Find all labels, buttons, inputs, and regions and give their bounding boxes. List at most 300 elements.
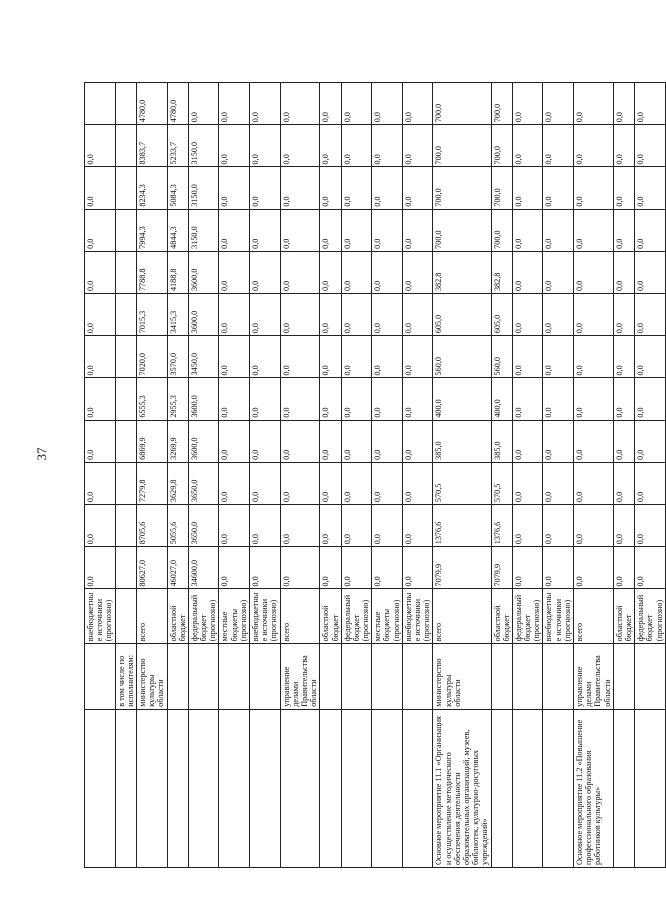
- value-cell: 0,0: [402, 547, 433, 589]
- source-cell: федеральный бюджет (прогнозно): [341, 589, 372, 644]
- value-cell: 5055,6: [167, 505, 188, 547]
- source-cell: всего: [433, 589, 491, 644]
- value-cell: 0,0: [543, 420, 574, 462]
- value-cell: 0,0: [372, 505, 403, 547]
- value-cell: 0,0: [219, 462, 250, 504]
- value-cell: 7079,9: [433, 547, 491, 589]
- value-cell: 0,0: [320, 251, 341, 293]
- value-cell: 0,0: [341, 420, 372, 462]
- value-cell: 0,0: [320, 294, 341, 336]
- value-cell: 0,0: [635, 251, 666, 293]
- value-cell: 0,0: [85, 378, 116, 420]
- value-cell: 700,0: [491, 167, 512, 209]
- value-cell: 0,0: [219, 167, 250, 209]
- value-cell: 0,0: [85, 125, 116, 167]
- value-cell: 34600,0: [188, 547, 219, 589]
- value-cell: 0,0: [574, 209, 614, 251]
- value-cell: 8383,7: [136, 125, 167, 167]
- table-row: [543, 83, 574, 868]
- measure-cell: [512, 709, 543, 867]
- value-cell: 400,0: [491, 378, 512, 420]
- value-cell: 0,0: [280, 125, 320, 167]
- table-row: [402, 83, 433, 868]
- value-cell: [115, 547, 136, 589]
- value-cell: 3650,0: [188, 505, 219, 547]
- value-cell: 0,0: [543, 209, 574, 251]
- value-cell: 0,0: [543, 251, 574, 293]
- value-cell: 700,0: [433, 83, 491, 125]
- value-cell: 400,0: [433, 378, 491, 420]
- value-cell: 0,0: [635, 378, 666, 420]
- value-cell: 0,0: [250, 505, 281, 547]
- value-cell: 4188,8: [167, 251, 188, 293]
- value-cell: 0,0: [219, 336, 250, 378]
- table-body: [85, 83, 666, 868]
- value-cell: 3450,0: [188, 336, 219, 378]
- value-cell: 0,0: [320, 83, 341, 125]
- value-cell: 0,0: [280, 294, 320, 336]
- value-cell: 0,0: [512, 547, 543, 589]
- value-cell: 0,0: [635, 462, 666, 504]
- value-cell: 0,0: [543, 505, 574, 547]
- value-cell: 0,0: [613, 83, 634, 125]
- value-cell: 0,0: [85, 209, 116, 251]
- table-row: [136, 83, 167, 868]
- value-cell: 0,0: [613, 125, 634, 167]
- measure-cell: [341, 709, 372, 867]
- value-cell: 3600,0: [188, 420, 219, 462]
- value-cell: 0,0: [250, 420, 281, 462]
- value-cell: 0,0: [320, 209, 341, 251]
- source-cell: внебюджетные источники (прогнозно): [402, 589, 433, 644]
- value-cell: 0,0: [613, 251, 634, 293]
- value-cell: 7279,8: [136, 462, 167, 504]
- value-cell: 0,0: [188, 83, 219, 125]
- value-cell: 0,0: [320, 167, 341, 209]
- value-cell: 0,0: [574, 547, 614, 589]
- value-cell: 382,8: [491, 251, 512, 293]
- executor-cell: [167, 644, 188, 709]
- value-cell: 0,0: [250, 378, 281, 420]
- source-cell: внебюджетные источники (прогнозно): [250, 589, 281, 644]
- source-cell: областной бюджет: [320, 589, 341, 644]
- value-cell: 0,0: [280, 83, 320, 125]
- source-cell: федеральный бюджет (прогнозно): [512, 589, 543, 644]
- value-cell: 0,0: [219, 505, 250, 547]
- value-cell: 3600,0: [188, 378, 219, 420]
- value-cell: 0,0: [372, 420, 403, 462]
- value-cell: 0,0: [372, 462, 403, 504]
- value-cell: 7015,3: [136, 294, 167, 336]
- value-cell: [115, 167, 136, 209]
- value-cell: 570,5: [433, 462, 491, 504]
- table-row: [219, 83, 250, 868]
- value-cell: 3150,0: [188, 167, 219, 209]
- value-cell: 0,0: [85, 167, 116, 209]
- value-cell: 0,0: [574, 378, 614, 420]
- value-cell: 7788,8: [136, 251, 167, 293]
- measure-cell: Основное мероприятие 11.1 «Организация и осуществление методического обеспечения деятельности образовательных организаций, музеев, библиотек, культурно-досуговых учреждений»: [433, 709, 491, 867]
- executor-cell: [402, 644, 433, 709]
- value-cell: 0,0: [280, 420, 320, 462]
- value-cell: 0,0: [543, 125, 574, 167]
- value-cell: 0,0: [280, 251, 320, 293]
- value-cell: 0,0: [402, 420, 433, 462]
- table-row: [491, 83, 512, 868]
- value-cell: 0,0: [402, 209, 433, 251]
- value-cell: 0,0: [280, 378, 320, 420]
- value-cell: 0,0: [341, 251, 372, 293]
- value-cell: 605,0: [491, 294, 512, 336]
- value-cell: [115, 378, 136, 420]
- executor-cell: [219, 644, 250, 709]
- table-row: [115, 83, 136, 868]
- value-cell: 5233,7: [167, 125, 188, 167]
- value-cell: 0,0: [635, 294, 666, 336]
- value-cell: 0,0: [543, 83, 574, 125]
- value-cell: 0,0: [219, 294, 250, 336]
- value-cell: 0,0: [635, 167, 666, 209]
- value-cell: 7994,3: [136, 209, 167, 251]
- value-cell: 0,0: [372, 209, 403, 251]
- value-cell: 0,0: [219, 547, 250, 589]
- table-row: [341, 83, 372, 868]
- value-cell: 0,0: [574, 505, 614, 547]
- source-cell: федеральный бюджет (прогнозно): [188, 589, 219, 644]
- value-cell: 0,0: [512, 167, 543, 209]
- rotated-table-wrapper: [84, 82, 664, 868]
- measure-cell: [188, 709, 219, 867]
- value-cell: 560,0: [433, 336, 491, 378]
- value-cell: 700,0: [433, 167, 491, 209]
- value-cell: 0,0: [402, 294, 433, 336]
- table-row: [433, 83, 491, 868]
- value-cell: 700,0: [433, 209, 491, 251]
- source-cell: [115, 589, 136, 644]
- value-cell: 0,0: [613, 336, 634, 378]
- measure-cell: [115, 709, 136, 867]
- value-cell: 8234,3: [136, 167, 167, 209]
- value-cell: 0,0: [635, 83, 666, 125]
- table-row: [372, 83, 403, 868]
- value-cell: 0,0: [250, 209, 281, 251]
- value-cell: 8705,6: [136, 505, 167, 547]
- value-cell: 0,0: [219, 125, 250, 167]
- value-cell: 0,0: [574, 336, 614, 378]
- value-cell: [85, 83, 116, 125]
- value-cell: 0,0: [250, 336, 281, 378]
- budget-table: [84, 82, 666, 868]
- value-cell: 0,0: [512, 251, 543, 293]
- value-cell: 0,0: [280, 167, 320, 209]
- source-cell: всего: [574, 589, 614, 644]
- executor-cell: [250, 644, 281, 709]
- value-cell: 0,0: [574, 125, 614, 167]
- value-cell: 0,0: [250, 251, 281, 293]
- value-cell: 0,0: [372, 251, 403, 293]
- value-cell: 7079,9: [491, 547, 512, 589]
- value-cell: 0,0: [341, 167, 372, 209]
- value-cell: 0,0: [574, 462, 614, 504]
- value-cell: 0,0: [280, 505, 320, 547]
- value-cell: 3570,0: [167, 336, 188, 378]
- measure-cell: [543, 709, 574, 867]
- value-cell: 0,0: [280, 209, 320, 251]
- table-row: [320, 83, 341, 868]
- value-cell: 0,0: [635, 209, 666, 251]
- value-cell: 0,0: [543, 378, 574, 420]
- value-cell: 0,0: [402, 378, 433, 420]
- value-cell: 0,0: [280, 547, 320, 589]
- value-cell: 0,0: [341, 378, 372, 420]
- value-cell: 0,0: [512, 83, 543, 125]
- executor-cell: министерство культуры области: [136, 644, 167, 709]
- value-cell: 3150,0: [188, 125, 219, 167]
- value-cell: 560,0: [491, 336, 512, 378]
- source-cell: местные бюджеты (прогнозно): [372, 589, 403, 644]
- value-cell: 0,0: [85, 462, 116, 504]
- value-cell: 0,0: [372, 167, 403, 209]
- value-cell: 0,0: [613, 462, 634, 504]
- value-cell: 0,0: [512, 378, 543, 420]
- value-cell: 0,0: [613, 505, 634, 547]
- measure-cell: [320, 709, 341, 867]
- value-cell: 4844,3: [167, 209, 188, 251]
- value-cell: 0,0: [280, 336, 320, 378]
- source-cell: всего: [280, 589, 320, 644]
- value-cell: 0,0: [635, 505, 666, 547]
- value-cell: [115, 251, 136, 293]
- value-cell: 0,0: [613, 294, 634, 336]
- executor-cell: управление делами Правительства области: [574, 644, 614, 709]
- value-cell: 0,0: [85, 547, 116, 589]
- measure-cell: [85, 709, 116, 867]
- table-row: [85, 83, 116, 868]
- value-cell: 3650,0: [188, 462, 219, 504]
- source-cell: областной бюджет: [613, 589, 634, 644]
- value-cell: 0,0: [613, 378, 634, 420]
- value-cell: 0,0: [402, 167, 433, 209]
- source-cell: федеральный бюджет (прогнозно): [635, 589, 666, 644]
- value-cell: [115, 336, 136, 378]
- value-cell: 0,0: [280, 462, 320, 504]
- value-cell: 0,0: [402, 83, 433, 125]
- value-cell: 0,0: [85, 294, 116, 336]
- value-cell: 0,0: [250, 462, 281, 504]
- executor-cell: [85, 644, 116, 709]
- value-cell: 0,0: [402, 462, 433, 504]
- value-cell: 0,0: [320, 378, 341, 420]
- executor-cell: [320, 644, 341, 709]
- value-cell: 0,0: [543, 462, 574, 504]
- source-cell: всего: [136, 589, 167, 644]
- value-cell: 0,0: [635, 336, 666, 378]
- value-cell: 1376,6: [433, 505, 491, 547]
- value-cell: 0,0: [320, 462, 341, 504]
- value-cell: 0,0: [372, 125, 403, 167]
- value-cell: 385,0: [433, 420, 491, 462]
- source-cell: внебюджетные источники (прогнозно): [85, 589, 116, 644]
- measure-cell: [136, 709, 167, 867]
- measure-cell: [250, 709, 281, 867]
- value-cell: 4780,0: [167, 83, 188, 125]
- value-cell: 0,0: [85, 336, 116, 378]
- value-cell: 605,0: [433, 294, 491, 336]
- measure-cell: [167, 709, 188, 867]
- value-cell: 0,0: [613, 167, 634, 209]
- value-cell: 0,0: [219, 251, 250, 293]
- value-cell: 0,0: [543, 167, 574, 209]
- executor-cell: [188, 644, 219, 709]
- value-cell: 3600,0: [188, 251, 219, 293]
- value-cell: 0,0: [219, 209, 250, 251]
- table-row: [167, 83, 188, 868]
- measure-cell: [402, 709, 433, 867]
- value-cell: [115, 420, 136, 462]
- value-cell: 3415,3: [167, 294, 188, 336]
- table-row: [613, 83, 634, 868]
- measure-cell: [635, 709, 666, 867]
- value-cell: 0,0: [341, 505, 372, 547]
- value-cell: 0,0: [402, 336, 433, 378]
- measure-cell: [613, 709, 634, 867]
- value-cell: 0,0: [219, 420, 250, 462]
- value-cell: [115, 83, 136, 125]
- value-cell: 0,0: [512, 336, 543, 378]
- value-cell: 0,0: [613, 420, 634, 462]
- value-cell: 46027,0: [167, 547, 188, 589]
- value-cell: 0,0: [402, 251, 433, 293]
- value-cell: 80627,0: [136, 547, 167, 589]
- value-cell: 0,0: [613, 209, 634, 251]
- value-cell: 385,0: [491, 420, 512, 462]
- value-cell: 0,0: [512, 209, 543, 251]
- value-cell: 0,0: [574, 294, 614, 336]
- value-cell: 0,0: [85, 420, 116, 462]
- value-cell: 0,0: [320, 420, 341, 462]
- value-cell: 0,0: [402, 125, 433, 167]
- value-cell: 0,0: [512, 125, 543, 167]
- executor-cell: [341, 644, 372, 709]
- value-cell: [115, 294, 136, 336]
- table-row: [512, 83, 543, 868]
- value-cell: 3150,0: [188, 209, 219, 251]
- table-row: [280, 83, 320, 868]
- value-cell: 0,0: [372, 378, 403, 420]
- executor-cell: [613, 644, 634, 709]
- executor-cell: [635, 644, 666, 709]
- value-cell: 0,0: [574, 420, 614, 462]
- value-cell: 0,0: [512, 462, 543, 504]
- value-cell: 0,0: [372, 336, 403, 378]
- value-cell: 700,0: [491, 83, 512, 125]
- value-cell: 0,0: [635, 125, 666, 167]
- value-cell: 0,0: [219, 83, 250, 125]
- value-cell: 0,0: [543, 336, 574, 378]
- value-cell: [115, 209, 136, 251]
- value-cell: 3600,0: [188, 294, 219, 336]
- value-cell: 0,0: [250, 294, 281, 336]
- value-cell: 0,0: [372, 547, 403, 589]
- value-cell: 0,0: [512, 420, 543, 462]
- value-cell: 5084,3: [167, 167, 188, 209]
- value-cell: 0,0: [635, 547, 666, 589]
- value-cell: 3269,9: [167, 420, 188, 462]
- value-cell: 0,0: [574, 83, 614, 125]
- value-cell: 0,0: [372, 83, 403, 125]
- value-cell: 382,8: [433, 251, 491, 293]
- value-cell: 0,0: [250, 547, 281, 589]
- table-row: [250, 83, 281, 868]
- value-cell: 700,0: [491, 125, 512, 167]
- value-cell: 700,0: [433, 125, 491, 167]
- value-cell: [115, 505, 136, 547]
- executor-cell: министерство культуры области: [433, 644, 491, 709]
- value-cell: 0,0: [250, 125, 281, 167]
- value-cell: 6555,3: [136, 378, 167, 420]
- value-cell: 3629,8: [167, 462, 188, 504]
- executor-cell: [491, 644, 512, 709]
- value-cell: 0,0: [320, 125, 341, 167]
- value-cell: 0,0: [372, 294, 403, 336]
- value-cell: 1376,6: [491, 505, 512, 547]
- source-cell: областной бюджет: [491, 589, 512, 644]
- source-cell: внебюджетные источники (прогнозно): [543, 589, 574, 644]
- executor-cell: управление делами Правительства области: [280, 644, 320, 709]
- page-number: 37: [34, 447, 49, 461]
- value-cell: 0,0: [320, 547, 341, 589]
- value-cell: 0,0: [574, 167, 614, 209]
- measure-cell: [280, 709, 320, 867]
- value-cell: 6869,9: [136, 420, 167, 462]
- value-cell: 0,0: [543, 294, 574, 336]
- value-cell: 0,0: [320, 336, 341, 378]
- value-cell: 0,0: [574, 251, 614, 293]
- value-cell: 0,0: [85, 251, 116, 293]
- table-row: [574, 83, 614, 868]
- value-cell: 0,0: [635, 420, 666, 462]
- value-cell: 0,0: [341, 83, 372, 125]
- value-cell: 0,0: [402, 505, 433, 547]
- value-cell: 2955,3: [167, 378, 188, 420]
- value-cell: 0,0: [512, 294, 543, 336]
- value-cell: 0,0: [341, 125, 372, 167]
- value-cell: 0,0: [512, 505, 543, 547]
- measure-cell: [491, 709, 512, 867]
- value-cell: 7020,0: [136, 336, 167, 378]
- source-cell: местные бюджеты (прогнозно): [219, 589, 250, 644]
- value-cell: 0,0: [613, 547, 634, 589]
- value-cell: 0,0: [85, 505, 116, 547]
- value-cell: 700,0: [491, 209, 512, 251]
- value-cell: 0,0: [543, 547, 574, 589]
- value-cell: [115, 462, 136, 504]
- table-row: [635, 83, 666, 868]
- value-cell: 570,5: [491, 462, 512, 504]
- value-cell: 0,0: [320, 505, 341, 547]
- executor-cell: [543, 644, 574, 709]
- value-cell: 0,0: [341, 462, 372, 504]
- value-cell: 4780,0: [136, 83, 167, 125]
- table-row: [188, 83, 219, 868]
- value-cell: 0,0: [219, 378, 250, 420]
- executor-cell: [512, 644, 543, 709]
- source-cell: областной бюджет: [167, 589, 188, 644]
- value-cell: 0,0: [250, 83, 281, 125]
- value-cell: 0,0: [341, 294, 372, 336]
- value-cell: 0,0: [341, 209, 372, 251]
- executor-cell: [372, 644, 403, 709]
